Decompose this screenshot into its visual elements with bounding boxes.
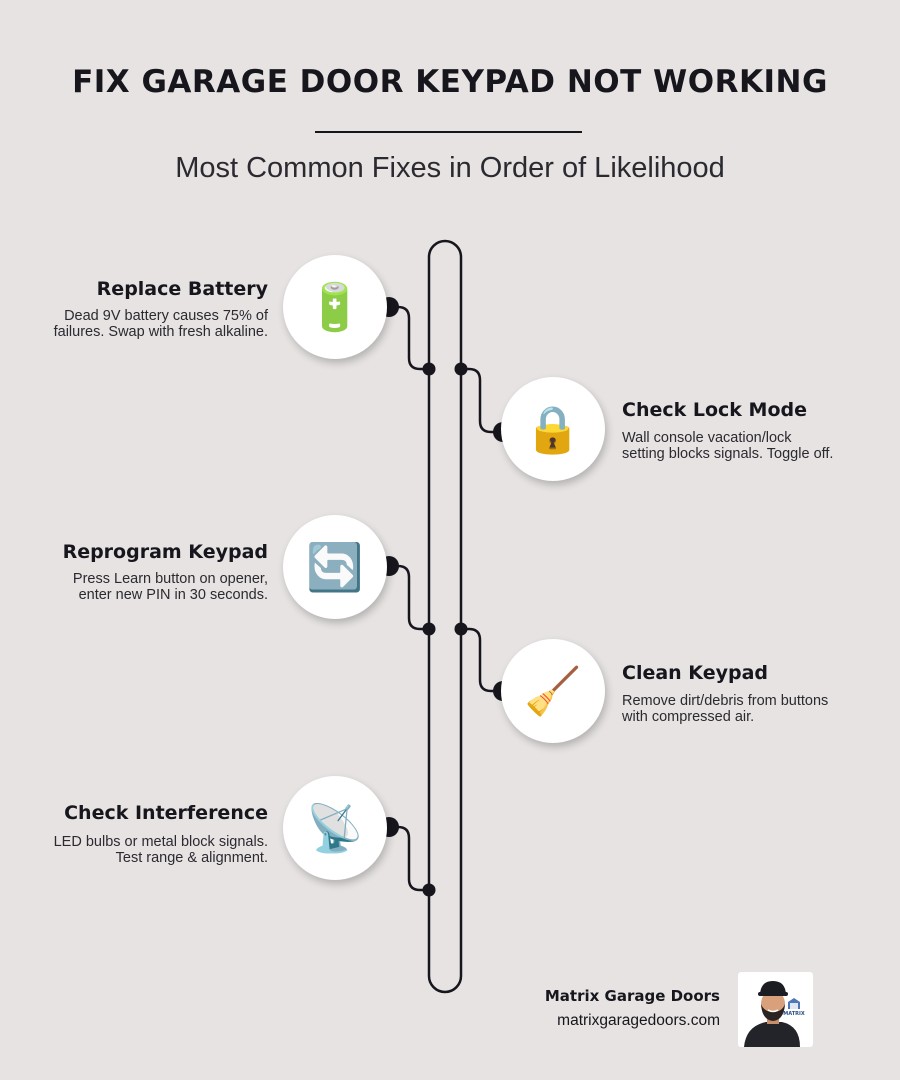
refresh-arrows-icon: 🔄 [306,540,364,594]
track-dot-step-1 [423,363,436,376]
step-title: Check Interference [64,802,268,824]
step-description: Dead 9V battery causes 75% of failures. Swap with fresh alkaline. [53,308,268,340]
connector-step-4 [461,629,503,691]
connector-step-5 [389,827,429,890]
step-icon-circle [283,776,387,880]
step-title: Replace Battery [96,278,268,300]
timeline-track [429,241,461,992]
page-title: FIX GARAGE DOOR KEYPAD NOT WORKING [72,64,828,100]
brand-url[interactable]: matrixgaragedoors.com [557,1012,720,1029]
brand-name: Matrix Garage Doors [544,987,720,1005]
track-dot-step-3 [423,623,436,636]
mascot-avatar-icon [738,972,813,1047]
connector-step-1 [389,307,429,369]
track-dot-step-5 [423,884,436,897]
connector-step-3 [389,566,429,629]
step-icon-circle [283,515,387,619]
track-dot-step-2 [455,363,468,376]
padlock-icon: 🔒 [524,402,582,456]
broom-icon: 🧹 [524,664,582,718]
step-description: Remove dirt/debris from buttons with compressed air. [622,693,829,725]
track-dot-step-4 [455,623,468,636]
step-title: Reprogram Keypad [62,541,268,563]
step-description: Wall console vacation/lock setting blocks signals. Toggle off. [622,430,834,462]
step-description: LED bulbs or metal block signals. Test range & alignment. [53,834,268,866]
battery-icon: 🔋 [306,280,364,334]
step-icon-circle [501,377,605,481]
step-icon-circle [501,639,605,743]
step-title: Check Lock Mode [622,399,807,421]
satellite-dish-icon: 📡 [306,801,364,855]
page-subtitle: Most Common Fixes in Order of Likelihood [175,152,725,184]
step-description: Press Learn button on opener, enter new PIN in 30 seconds. [72,571,268,603]
brand-avatar [738,972,813,1047]
connector-step-2 [461,369,503,432]
step-icon-circle [283,255,387,359]
svg-text:MATRIX: MATRIX [783,1011,805,1017]
step-title: Clean Keypad [622,662,768,684]
